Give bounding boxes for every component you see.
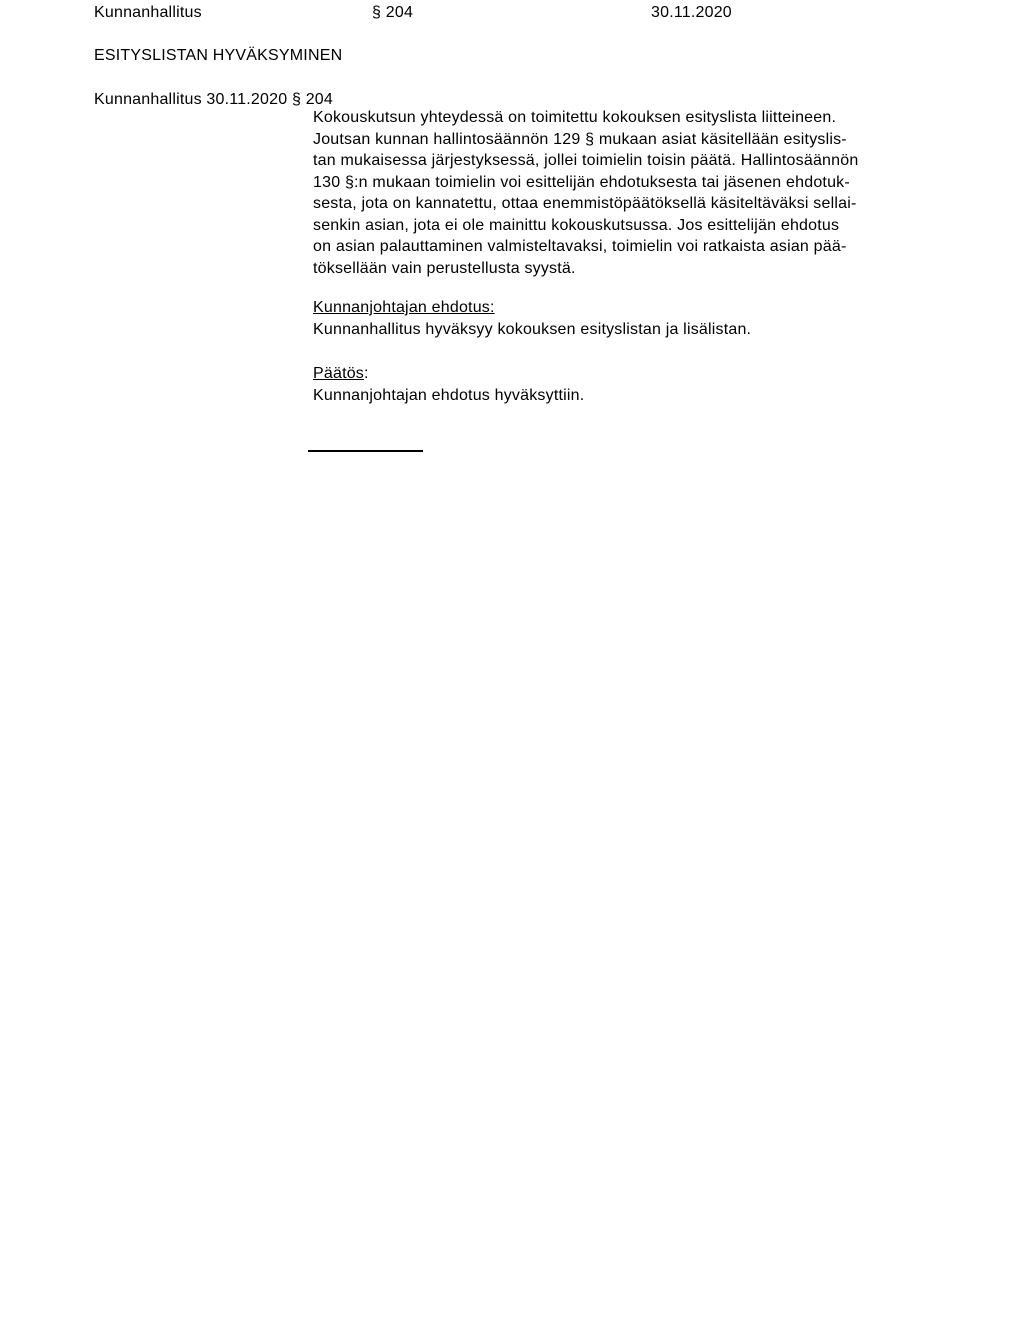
paragraph-line: tan mukaisessa järjestyksessä, jollei toimielin toisin päätä. Hallintosäännön <box>313 152 859 169</box>
proposal-label: Kunnanjohtajan ehdotus: <box>313 299 495 316</box>
paragraph-line: Kokouskutsun yhteydessä on toimitettu kokouksen esityslista liitteineen. <box>313 109 837 126</box>
signature-line <box>308 450 423 452</box>
paragraph-line: on asian palauttaminen valmisteltavaksi, toimielin voi ratkaista asian pää- <box>313 238 847 255</box>
paragraph-line: 130 §:n mukaan toimielin voi esittelijän ehdotuksesta tai jäsenen ehdotuk- <box>313 173 850 191</box>
decision-label-word: Päätös <box>313 365 365 382</box>
header-committee: Kunnanhallitus <box>94 4 202 21</box>
paragraph-line: sesta, jota on kannatettu, ottaa enemmistöpäätöksellä käsiteltäväksi sellai- <box>313 195 857 212</box>
header-date: 30.11.2020 <box>651 4 732 21</box>
paragraph-line: töksellään vain perustellusta syystä. <box>313 259 576 277</box>
decision-text: Kunnanjohtajan ehdotus hyväksyttiin. <box>313 387 585 404</box>
document-title: ESITYSLISTAN HYVÄKSYMINEN <box>94 47 343 64</box>
header-section-mark: § 204 <box>372 4 414 21</box>
decision-label-colon: : <box>364 365 369 382</box>
subheading-committee-date-section: Kunnanhallitus 30.11.2020 § 204 <box>94 91 333 108</box>
decision-label <box>313 363 369 385</box>
paragraph-line: senkin asian, jota ei ole mainittu kokouskutsussa. Jos esittelijän ehdotus <box>313 216 840 234</box>
paragraph-line: Joutsan kunnan hallintosäännön 129 § mukaan asiat käsitellään esityslis- <box>313 130 847 148</box>
body-paragraph <box>313 107 858 279</box>
proposal-text: Kunnanhallitus hyväksyy kokouksen esityslistan ja lisälistan. <box>313 321 752 338</box>
